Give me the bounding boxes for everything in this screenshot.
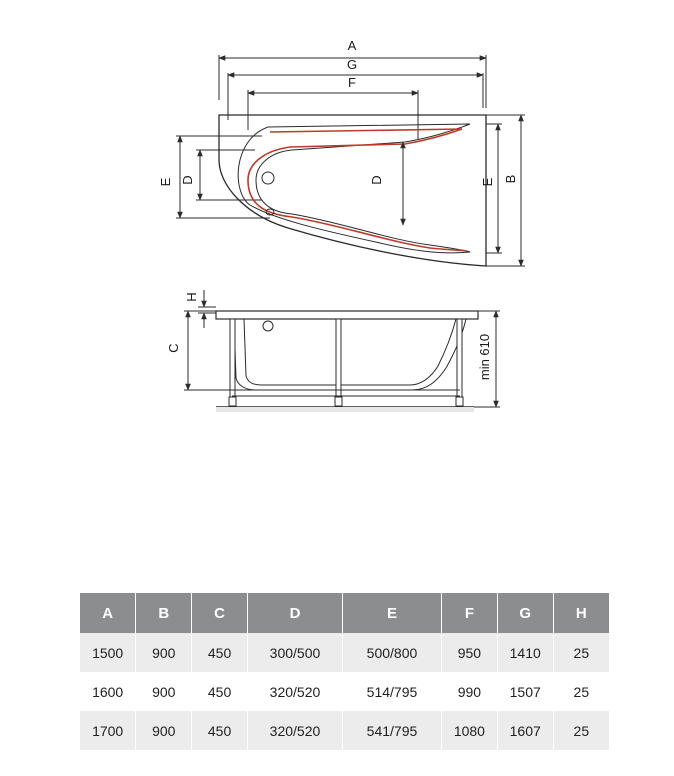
tub-bowl-profile	[234, 319, 466, 390]
frame-leg	[457, 319, 462, 397]
dim-label-e-right: E	[480, 177, 495, 187]
dim-label-d-inner: D	[369, 175, 384, 185]
table-cell: 300/500	[247, 633, 342, 672]
table-row	[80, 633, 609, 672]
tub-inner-bowl	[238, 124, 470, 253]
overflow-side	[263, 321, 273, 331]
col-header-e: E	[342, 593, 441, 633]
dim-label-h: H	[184, 292, 199, 302]
tub-rim-profile	[216, 311, 478, 319]
table-cell: 1080	[441, 711, 497, 750]
col-header-c: C	[192, 593, 248, 633]
col-header-f: F	[441, 593, 497, 633]
table-header-row	[80, 593, 609, 633]
table-cell: 900	[136, 672, 192, 711]
table-cell: 541/795	[342, 711, 441, 750]
table-cell: 1600	[80, 672, 136, 711]
table-cell: 450	[192, 672, 248, 711]
table-cell: 1700	[80, 711, 136, 750]
table-cell: 500/800	[342, 633, 441, 672]
table-cell: 1500	[80, 633, 136, 672]
table-cell: 320/520	[247, 672, 342, 711]
table-row	[80, 672, 609, 711]
col-header-h: H	[553, 593, 609, 633]
frame-leg	[230, 319, 235, 397]
table-cell: 25	[553, 672, 609, 711]
table-cell: 990	[441, 672, 497, 711]
frame-leg	[336, 319, 341, 397]
dim-label-e-left: E	[158, 177, 173, 187]
table-cell: 25	[553, 711, 609, 750]
table-cell: 1507	[497, 672, 553, 711]
overflow-hole	[262, 172, 274, 184]
inner-contour-line	[248, 129, 466, 251]
table-cell: 25	[553, 633, 609, 672]
side-view	[184, 290, 500, 412]
table-cell: 900	[136, 711, 192, 750]
dim-label-d-left: D	[180, 175, 195, 185]
dim-label-g: G	[346, 57, 358, 72]
dim-label-b: B	[503, 174, 518, 184]
dim-label-min-height: min 610	[477, 333, 492, 381]
dim-label-c: C	[166, 343, 181, 353]
table-cell: 450	[192, 633, 248, 672]
dim-label-f: F	[348, 75, 356, 90]
table-cell: 950	[441, 633, 497, 672]
table-cell: 320/520	[247, 711, 342, 750]
table-cell: 1410	[497, 633, 553, 672]
col-header-g: G	[497, 593, 553, 633]
dim-label-a: A	[347, 38, 357, 53]
col-header-b: B	[136, 593, 192, 633]
table-row	[80, 711, 609, 750]
dimensions-table	[80, 593, 609, 750]
col-header-d: D	[247, 593, 342, 633]
table-cell: 900	[136, 633, 192, 672]
table-cell: 514/795	[342, 672, 441, 711]
table-cell: 450	[192, 711, 248, 750]
col-header-a: A	[80, 593, 136, 633]
tub-outer-rim	[219, 115, 486, 266]
table-cell: 1607	[497, 711, 553, 750]
